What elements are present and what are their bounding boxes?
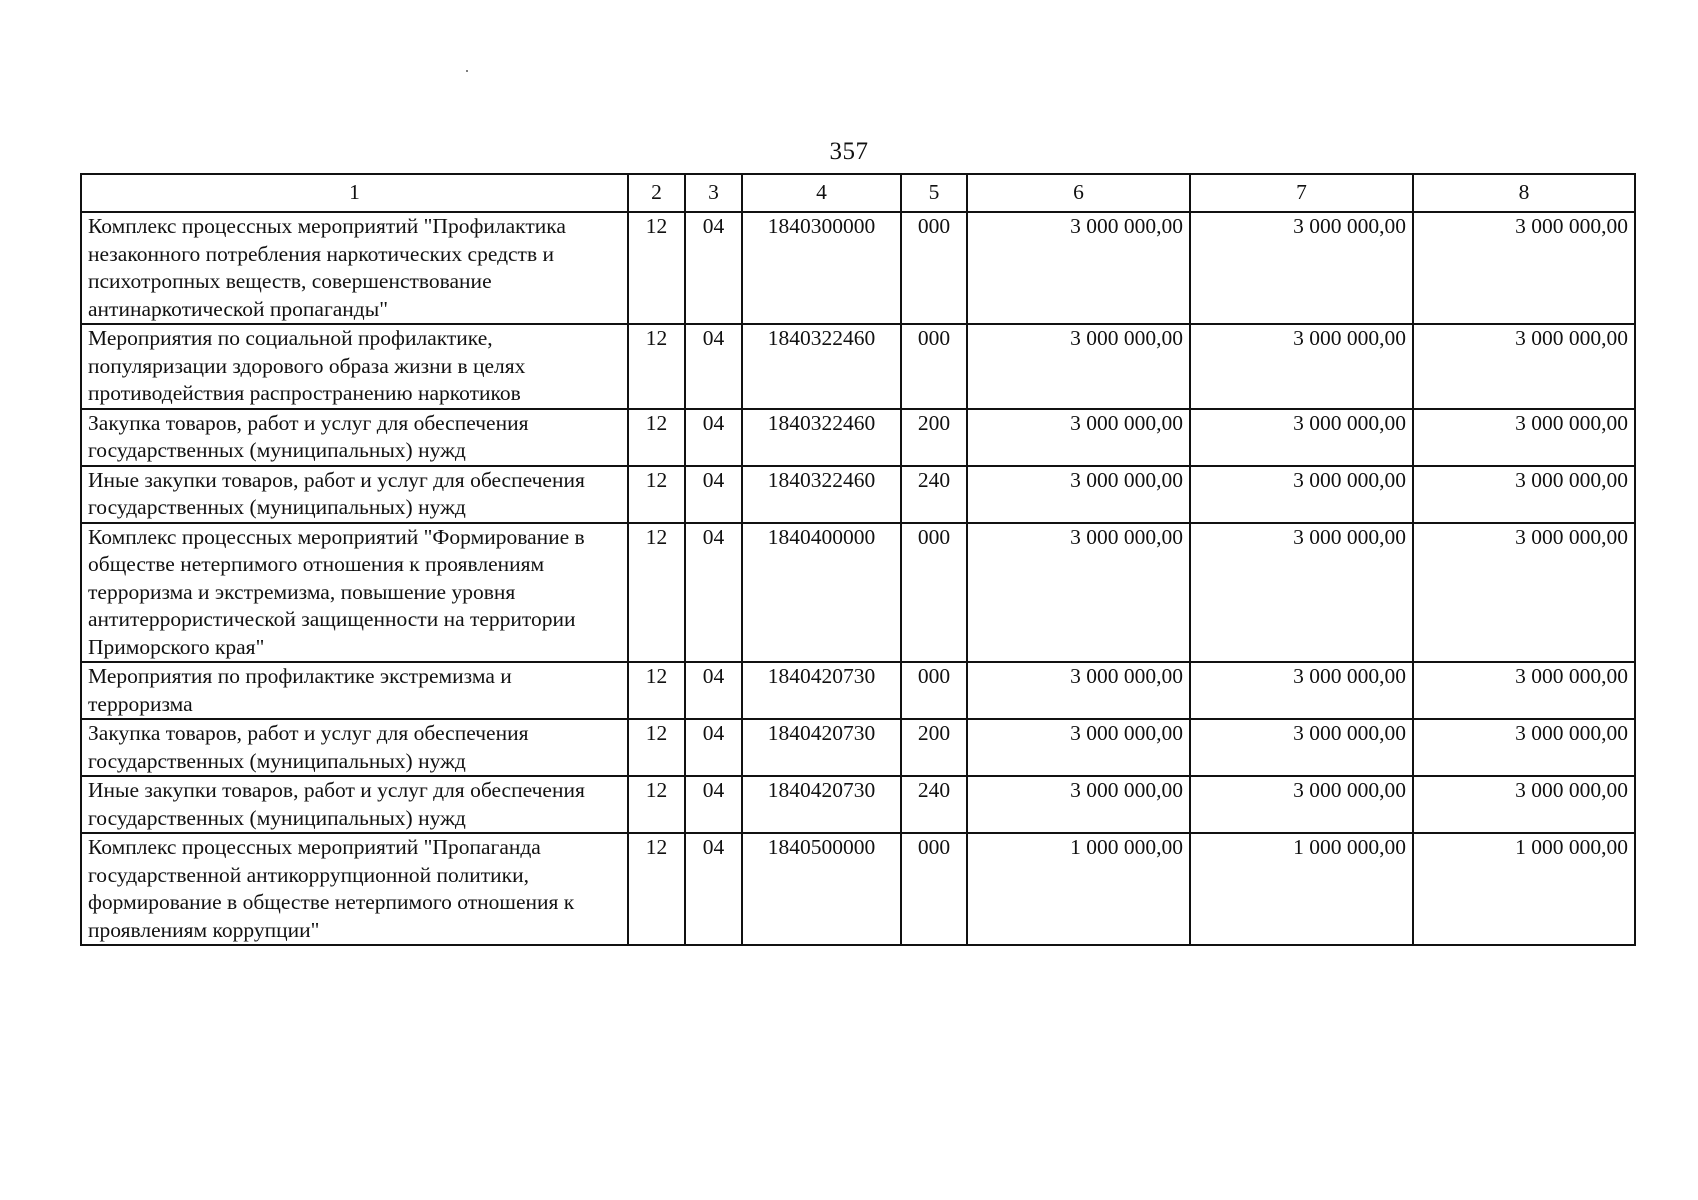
column-header-4: 4 [742,174,901,212]
target-article-code: 1840500000 [742,833,901,945]
target-article-code: 1840322460 [742,324,901,409]
subsection-code: 04 [685,212,742,324]
column-header-3: 3 [685,174,742,212]
amount-column-7: 1 000 000,00 [1190,833,1413,945]
table-row [81,212,1635,324]
section-code: 12 [628,523,685,663]
amount-column-8: 3 000 000,00 [1413,466,1635,523]
amount-column-7: 3 000 000,00 [1190,719,1413,776]
amount-column-8: 3 000 000,00 [1413,719,1635,776]
amount-column-7: 3 000 000,00 [1190,324,1413,409]
table-row [81,719,1635,776]
amount-column-8: 3 000 000,00 [1413,776,1635,833]
amount-column-7: 3 000 000,00 [1190,776,1413,833]
budget-table [80,173,1636,946]
target-article-code: 1840420730 [742,662,901,719]
amount-column-7: 3 000 000,00 [1190,212,1413,324]
section-code: 12 [628,719,685,776]
column-number-row [81,174,1635,212]
expense-type-code: 200 [901,719,967,776]
amount-column-6: 3 000 000,00 [967,523,1190,663]
expense-type-code: 000 [901,662,967,719]
expense-type-code: 240 [901,776,967,833]
expense-type-code: 000 [901,212,967,324]
amount-column-6: 1 000 000,00 [967,833,1190,945]
section-code: 12 [628,212,685,324]
row-name: Закупка товаров, работ и услуг для обеспечения государственных (муниципальных) нужд [81,719,628,776]
section-code: 12 [628,833,685,945]
subsection-code: 04 [685,833,742,945]
table-row [81,833,1635,945]
table-row [81,776,1635,833]
row-name: Закупка товаров, работ и услуг для обеспечения государственных (муниципальных) нужд [81,409,628,466]
section-code: 12 [628,466,685,523]
row-name: Мероприятия по профилактике экстремизма и терроризма [81,662,628,719]
row-name: Иные закупки товаров, работ и услуг для обеспечения государственных (муниципальных) нужд [81,466,628,523]
target-article-code: 1840300000 [742,212,901,324]
amount-column-6: 3 000 000,00 [967,776,1190,833]
amount-column-6: 3 000 000,00 [967,409,1190,466]
amount-column-6: 3 000 000,00 [967,324,1190,409]
section-code: 12 [628,324,685,409]
expense-type-code: 000 [901,324,967,409]
amount-column-8: 3 000 000,00 [1413,409,1635,466]
amount-column-6: 3 000 000,00 [967,662,1190,719]
subsection-code: 04 [685,409,742,466]
amount-column-6: 3 000 000,00 [967,212,1190,324]
row-name: Мероприятия по социальной профилактике, популяризации здорового образа жизни в целях противодействия распространению наркотиков [81,324,628,409]
table-row [81,523,1635,663]
row-name: Комплекс процессных мероприятий "Профилактика незаконного потребления наркотических средств и психотропных веществ, совершенствование антинаркотической пропаганды" [81,212,628,324]
target-article-code: 1840400000 [742,523,901,663]
table-row [81,324,1635,409]
table-row [81,409,1635,466]
amount-column-7: 3 000 000,00 [1190,466,1413,523]
target-article-code: 1840420730 [742,719,901,776]
subsection-code: 04 [685,466,742,523]
column-header-8: 8 [1413,174,1635,212]
target-article-code: 1840322460 [742,409,901,466]
scan-speck [466,70,468,72]
section-code: 12 [628,409,685,466]
amount-column-8: 3 000 000,00 [1413,662,1635,719]
expense-type-code: 200 [901,409,967,466]
subsection-code: 04 [685,662,742,719]
page-number: 357 [829,138,869,165]
column-header-2: 2 [628,174,685,212]
section-code: 12 [628,776,685,833]
amount-column-8: 3 000 000,00 [1413,212,1635,324]
target-article-code: 1840420730 [742,776,901,833]
column-header-5: 5 [901,174,967,212]
amount-column-7: 3 000 000,00 [1190,523,1413,663]
amount-column-6: 3 000 000,00 [967,719,1190,776]
section-code: 12 [628,662,685,719]
row-name: Иные закупки товаров, работ и услуг для обеспечения государственных (муниципальных) нужд [81,776,628,833]
table-row [81,466,1635,523]
amount-column-8: 3 000 000,00 [1413,523,1635,663]
row-name: Комплекс процессных мероприятий "Формирование в обществе нетерпимого отношения к проявлениям терроризма и экстремизма, повышение уровня антитеррористической защищенности на территории Приморского края" [81,523,628,663]
amount-column-6: 3 000 000,00 [967,466,1190,523]
subsection-code: 04 [685,776,742,833]
subsection-code: 04 [685,719,742,776]
subsection-code: 04 [685,523,742,663]
amount-column-7: 3 000 000,00 [1190,662,1413,719]
expense-type-code: 240 [901,466,967,523]
amount-column-8: 3 000 000,00 [1413,324,1635,409]
subsection-code: 04 [685,324,742,409]
column-header-6: 6 [967,174,1190,212]
expense-type-code: 000 [901,523,967,663]
table-row [81,662,1635,719]
amount-column-8: 1 000 000,00 [1413,833,1635,945]
column-header-7: 7 [1190,174,1413,212]
row-name: Комплекс процессных мероприятий "Пропаганда государственной антикоррупционной политики, формирование в обществе нетерпимого отношения к проявлениям коррупции" [81,833,628,945]
expense-type-code: 000 [901,833,967,945]
amount-column-7: 3 000 000,00 [1190,409,1413,466]
column-header-1: 1 [81,174,628,212]
target-article-code: 1840322460 [742,466,901,523]
